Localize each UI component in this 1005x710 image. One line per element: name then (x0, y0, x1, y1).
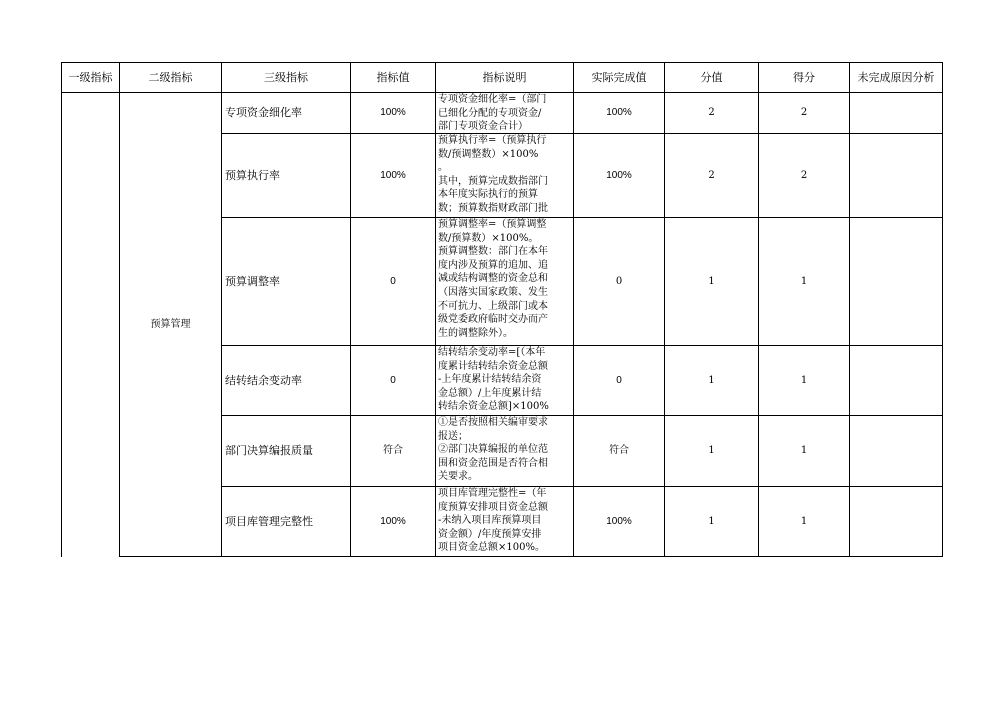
description-line: -上年度累计结转结余资 (438, 374, 542, 386)
indicator-description (436, 93, 574, 134)
score-value: 1 (759, 346, 850, 416)
table-body (62, 93, 943, 557)
reason-cell (850, 346, 943, 416)
description-line: 度内涉及预算的追加、追 (438, 259, 548, 271)
level3-indicator: 结转结余变动率 (222, 346, 351, 416)
target-value: 100% (351, 487, 436, 557)
level3-indicator: 专项资金细化率 (222, 93, 351, 134)
points-value: 1 (665, 487, 759, 557)
indicator-description (436, 218, 574, 346)
reason-cell (850, 93, 943, 134)
description-line: 金总额）/上年度累计结 (438, 387, 542, 399)
description-line: 。 (438, 162, 448, 174)
actual-value: 100% (574, 134, 665, 218)
points-value: 2 (665, 93, 759, 134)
description-line: 转结余资金总额]×100% (438, 401, 549, 413)
description-line: 数/预调整数）×100% (438, 148, 539, 160)
score-value: 1 (759, 218, 850, 346)
description-text (438, 218, 572, 345)
description-line: 度预算安排项目资金总额 (438, 501, 548, 513)
level3-indicator: 部门决算编报质量 (222, 416, 351, 487)
description-line: 项目资金总额×100%。 (438, 542, 545, 554)
points-value: 1 (665, 218, 759, 346)
description-line: 已细化分配的专项资金/ (438, 107, 542, 119)
description-line: 其中，预算完成数指部门 (438, 175, 548, 187)
target-value: 符合 (351, 416, 436, 487)
target-value: 0 (351, 218, 436, 346)
indicator-description (436, 134, 574, 218)
description-text (438, 93, 572, 133)
target-value: 100% (351, 93, 436, 134)
description-line: 预算执行率=（预算执行 (438, 135, 547, 146)
actual-value: 符合 (574, 416, 665, 487)
header-reason: 未完成原因分析 (850, 63, 943, 93)
level3-indicator: 项目库管理完整性 (222, 487, 351, 557)
reason-cell (850, 487, 943, 557)
reason-cell (850, 218, 943, 346)
header-score: 得分 (759, 63, 850, 93)
reason-cell (850, 134, 943, 218)
description-line: 度累计结转结余资金总额 (438, 360, 548, 372)
description-line: 生的调整除外）。 (438, 327, 513, 339)
description-line: ②部门决算编报的单位范 (438, 444, 548, 456)
description-text (438, 416, 572, 486)
indicator-description (436, 346, 574, 416)
description-line: 预算调整率=（预算调整 (438, 219, 547, 230)
reason-cell (850, 416, 943, 487)
actual-value: 0 (574, 346, 665, 416)
description-line: ①是否按照相关编审要求 (438, 417, 548, 428)
score-value: 1 (759, 487, 850, 557)
description-line: 不可抗力、上级部门或本 (438, 300, 548, 312)
description-line: 数/预算数）×100%。 (438, 232, 539, 244)
description-line: （因落实国家政策、发生 (438, 286, 548, 298)
target-value: 0 (351, 346, 436, 416)
points-value: 1 (665, 416, 759, 487)
description-text (438, 346, 572, 415)
level3-indicator: 预算调整率 (222, 218, 351, 346)
description-line: 围和资金范围是否符合相 (438, 457, 548, 469)
description-line: 减或结构调整的资金总和 (438, 273, 548, 285)
table-row (62, 93, 943, 134)
description-line: 报送； (438, 430, 468, 442)
header-level2: 二级指标 (120, 63, 222, 93)
performance-indicator-table (61, 62, 943, 557)
description-line: 关要求。 (438, 471, 478, 483)
header-points: 分值 (665, 63, 759, 93)
description-line: 本年度实际执行的预算 (438, 189, 538, 201)
header-actual-value: 实际完成值 (574, 63, 665, 93)
score-value: 2 (759, 93, 850, 134)
description-line: 数；预算数指财政部门批 (438, 202, 548, 214)
level1-cell (62, 93, 120, 557)
description-text (438, 487, 572, 556)
description-line: -未纳入项目库预算项目 (438, 515, 542, 527)
level3-indicator: 预算执行率 (222, 134, 351, 218)
score-value: 2 (759, 134, 850, 218)
description-line: 级党委政府临时交办而产 (438, 314, 548, 326)
level2-cell: 预算管理 (120, 93, 222, 557)
description-line: 项目库管理完整性=（年 (438, 488, 547, 499)
actual-value: 100% (574, 93, 665, 134)
actual-value: 0 (574, 218, 665, 346)
header-level1: 一级指标 (62, 63, 120, 93)
description-line: 结转结余变动率=[（本年 (438, 347, 546, 358)
description-line: 资金额）/年度预算安排 (438, 528, 542, 540)
description-line: 部门专项资金合计） (438, 121, 528, 133)
points-value: 1 (665, 346, 759, 416)
indicator-description (436, 487, 574, 557)
indicator-description (436, 416, 574, 487)
description-line: 专项资金细化率=（部门 (438, 94, 547, 105)
points-value: 2 (665, 134, 759, 218)
header-description: 指标说明 (436, 63, 574, 93)
target-value: 100% (351, 134, 436, 218)
actual-value: 100% (574, 487, 665, 557)
description-text (438, 134, 572, 217)
header-level3: 三级指标 (222, 63, 351, 93)
header-row (62, 63, 943, 93)
performance-table-container (61, 62, 943, 557)
description-line: 预算调整数：部门在本年 (438, 246, 548, 258)
score-value: 1 (759, 416, 850, 487)
header-target-value: 指标值 (351, 63, 436, 93)
